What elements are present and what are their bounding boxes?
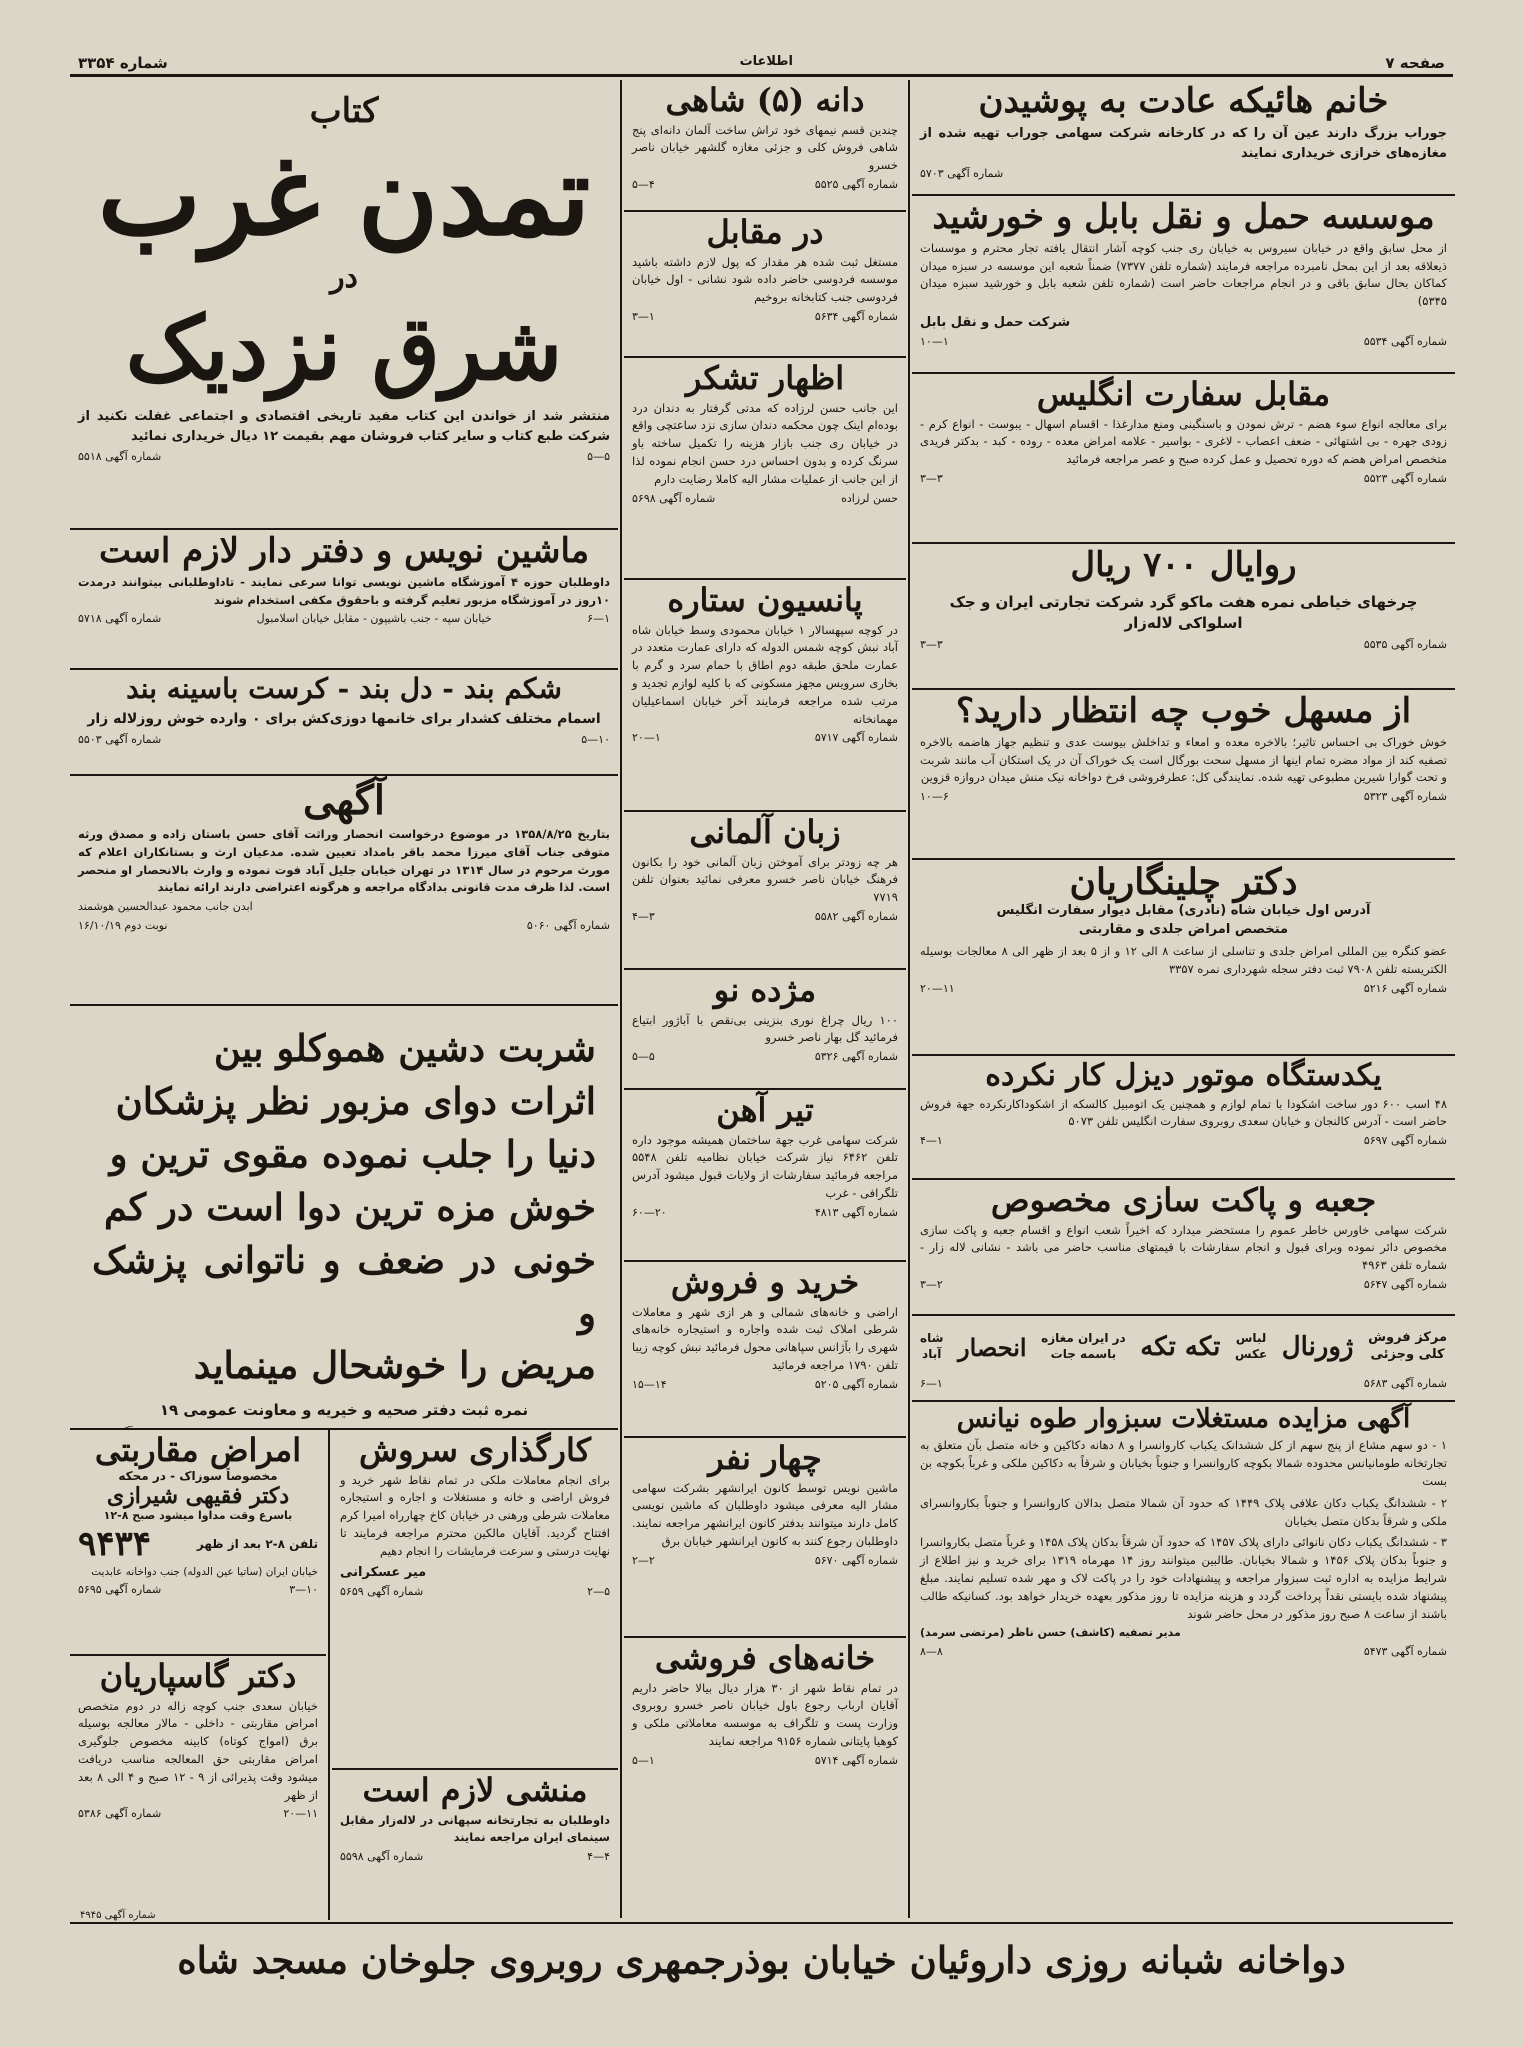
ad-title: یکدستگاه موتور دیزل کار نکرده [985, 1058, 1382, 1093]
ad-number: شماره آگهی ۵۳۲۳ [1363, 790, 1447, 804]
journal-abad: آباد [922, 1347, 942, 1361]
ad-body: اسمام مختلف کشدار برای خانمها دوزی‌کش برای ۰ وارده خوش روزلاله زار [87, 711, 601, 728]
book-title: تمدن غرب [97, 130, 591, 260]
ad-code: ۱—۴ [920, 1134, 943, 1148]
ad-title: آگهی مزایده مستغلات سبزوار طوه نیانس [956, 1404, 1411, 1434]
ad-body: خوش خوراک بی احساس تاثیر؛ بالاخره معده و امعاء و تداخلش بیوست عدی و تنظیم جهاز هاضمه بالاخره تصفیه کند از مواد مضره تمام اینها از مسهل سحت بورگال است یک خوراک آن در یک استکان آب مانند شربت و تحت گوارا شیرین مطبوعی تهیه شده. نمایندگی کل: عطرفروشی فرخ دواخانه نیک منش میدان دروازه قزوین [920, 734, 1447, 785]
ad-secretary [332, 1770, 618, 1920]
ad-code: ۱۱—۲۰ [920, 982, 955, 996]
ad-code: ۴—۵ [632, 178, 655, 192]
ad-body: عضو کنگره بین المللی امراض جلدی و تناسلی از ساعت ۸ الی ۱۲ و از ۵ بعد از ظهر الی ۸ معالجات بوسیله الکتریسته تلفن ۷۹۰۸ ثبت دفتر سجله شهرداری نمره ۳۳۵۷ [920, 944, 1447, 977]
ad-number: شماره آگهی ۵۶۹۷ [1363, 1134, 1447, 1148]
ad-number: شماره آگهی ۵۳۲۶ [814, 1050, 898, 1064]
ad-body: این جانب حسن لرزاده که مدتی گرفتار به دندان درد بوده‌ام اینک چون محکمه دندان سازی نزد ساعتچی واقع در خیابان ری جنب بازار هزینه را تکمیل ساخته باو سرنگ کرده و بدون احساس درد حسن انجام نموده لذا از این جانب از عملیات مشار الیه کاملا رضایت دارم [632, 400, 898, 486]
journal-shah: شاه [920, 1331, 944, 1346]
ad-code: ۳—۳ [920, 638, 943, 652]
ad-five-shahi [624, 80, 906, 212]
ad-number: شماره آگهی ۵۷۱۴ [814, 1753, 898, 1767]
ad-body: ۱۰۰ ریال چراغ نوری بنزینی بی‌نقص با آباژور ابتیاع فرمائید گل بهار ناصر خسرو [632, 1012, 898, 1045]
ad-body: برای انجام معاملات ملکی در تمام نقاط شهر خرید و فروش اراضی و خانه و مستغلات و اجاره و استیجاره معاملات شرطی ورهنی در خیابان کاخ چهارراه امیرا کرم افتتاح گردید. آقایان مالکین محترم مراجعه فرمایند تا نهایت درستی و سرعت فرمایشات را انجام دهیم [340, 1472, 610, 1558]
ad-transport [912, 196, 1455, 374]
ad-packaging [912, 1180, 1455, 1316]
ad-number: شماره آگهی ۵۵۰۳ [78, 732, 162, 746]
book-subtitle: شرق نزدیک [125, 296, 563, 401]
ad-number: شماره آگهی ۵۴۷۳ [1363, 1644, 1447, 1658]
ad-number: شماره آگهی ۵۷۰۳ [920, 166, 1004, 180]
ad-number: شماره آگهی ۵۶۸۳ [1363, 1377, 1447, 1390]
ad-number: شماره آگهی ۵۶۹۸ [632, 491, 716, 505]
ad-number: شماره آگهی ۵۰۶۰ [526, 918, 610, 932]
footer-rule [70, 1922, 1453, 1924]
ad-doctor: دکتر فقیهی شیرازی [106, 1482, 290, 1509]
ad-signature: میر عسکرانی [340, 1564, 427, 1580]
ad-date: نوبت دوم ۱۶/۱۰/۱۹ [78, 918, 168, 932]
ad-title: روایال ۷۰۰ ریال [1070, 545, 1297, 585]
ad-number: شماره آگهی ۵۶۹۵ [78, 1583, 162, 1597]
ad-body: بتاریخ ۱۳۵۸/۸/۲۵ در موضوع درخواست انحصار وراثت آقای حسن باستان زاده و مصدق ورثه متوفی جناب آقای میرزا محمد باقر بامداد تعیین شده. مدعیان ارث و بستانکاران اعلام که مورث مرحوم در سال ۱۳۱۴ در تهران خیابان جلیل آباد فوت نموده و وارث بالانحصار او منحصر است. لذا ظرف مدت قانونی بدادگاه مراجعه و هرگونه اعتراضی دارند ارائه نمایند [78, 827, 611, 895]
ad-body: در تمام نقاط شهر از ۳۰ هزار دیال بیالا حاضر داریم آقایان ارباب رجوع باول خیابان ناصر خسرو روبروی وزارت پست و تلگراف به موسسه معاملاتی ملکی و کوهیا پایتانی شماره ۹۱۵۶ مراجعه نمایند [632, 1680, 898, 1749]
ad-title: مژده نو [713, 971, 817, 1009]
ad-address: خیابان ایران (ساتیا عین الدوله) جنب دواخانه عابدیت [91, 1566, 318, 1579]
ad-body: چرخهای خیاطی نمره هفت ماکو گرد شرکت تجارتی ایران و جک اسلواکی لاله‌زار [949, 592, 1418, 633]
ad-houses-for-sale [624, 1638, 906, 1920]
ad-body: شرکت سهامی خاورس خاطر عموم را مستحضر میدارد که اخیراً شعب انواع و اقسام جعبه و پاکت سازی مخصوص دائر نموده وبرای قبول و انجام سفارشات با قیمتهای مناسب حاضر می باشد - نشانی لاله زار - شماره تلفن ۴۹۶۳ [920, 1222, 1447, 1273]
ad-code: ۱۰—۳ [289, 1583, 318, 1597]
ad-diesel [912, 1056, 1455, 1180]
ad-laxative [912, 690, 1455, 860]
auction-item-1: ۱ - دو سهم مشاع از پنج سهم از کل ششدانک یکباب کاروانسرا و ۸ دهانه دکاکین و خانه متصل بآن متعلق به تجارتخانه طومانیانس محدوده شمالا بکوچه کاروانسرا و جنوباً بخیابان و شرقاً به دکاکین ملکی و غرباً بکوچه بن بست [920, 1438, 1447, 1488]
ad-venereal [70, 1430, 326, 1656]
ad-number: شماره آگهی ۵۵۹۸ [340, 1850, 424, 1864]
ad-code: ۲۰—۶۰ [632, 1205, 667, 1219]
ad-title: پانسیون ستاره [667, 581, 863, 619]
ad-telephone: ۹۴۳۴ [78, 1524, 152, 1565]
ad-iron-beams [624, 1090, 906, 1262]
ad-body: جوراب بزرگ دارند عین آن را که در کارخانه شرکت سهامی جوراب تهیه شده از مغازه‌های خرازی خریداری نمایند [920, 125, 1447, 161]
ad-title: جعبه و پاکت سازی مخصوص [990, 1181, 1377, 1219]
ad-number: شماره آگهی ۵۷۱۸ [78, 612, 162, 626]
journal-pieces: تکه تکه [1140, 1332, 1221, 1362]
footer-ad-number: شماره آگهی ۴۹۴۵ [80, 1910, 156, 1921]
book-preposition: در [330, 259, 358, 295]
ad-legal-notice [70, 776, 618, 1006]
ad-body: از محل سابق واقع در خیابان سیروس به خیابان ری جنب کوچه آشار انتقال یافته تجار محترم و موسسات ذیعلاقه بعد از این بمحل نامبرده مراجعه فرمایند (شماره تلفن ۷۳۷۷) ضمناً شعبه این موسسه در سبزه میدان کماکان بحال سابق باقی و در انجام مراجعات حاضر است (شماره تلفن شعبه بابل و خورشید سبزه میدان ۵۳۴۵) [920, 240, 1447, 309]
ad-signature: مدیر تصفیه (کاشف) حسن ناظر (مرتضی سرمد) [920, 1626, 1181, 1640]
ad-syrup [70, 1006, 618, 1430]
ad-number: شماره آگهی ۵۵۳۵ [1363, 638, 1447, 652]
ad-thanks [624, 358, 906, 580]
ad-number: شماره آگهی ۵۶۵۹ [340, 1585, 424, 1599]
ad-title: خانم هائیکه عادت به پوشیدن [978, 81, 1389, 121]
page-number: صفحه ۷ [1385, 54, 1445, 72]
journal-clothes: لباس [1235, 1331, 1267, 1346]
ad-code: ۱—۱۰ [920, 335, 949, 349]
ad-body: منتشر شد از خواندن این کتاب مفید تاریخی اقتصادی و اجتماعی غفلت نکنید از شرکت طبع کتاب و سایر کتاب فروشان مهم بقیمت ۱۲ دیال خریداری نمائید [78, 409, 610, 445]
ad-number: شماره آگهی ۵۲۱۶ [1363, 982, 1447, 996]
syrup-line: مریض را خوشحال مینماید [193, 1343, 596, 1388]
ad-embassy-doctor [912, 374, 1455, 544]
ad-body: داوطلبان به تجارتخانه سپهانی در لاله‌زار مقابل سینمای ایران مراجعه نمایند [340, 1812, 610, 1845]
ad-dr-gasparian [70, 1656, 326, 1920]
ad-four-people [624, 1438, 906, 1638]
ad-code: ۱۱—۲۰ [283, 1807, 318, 1821]
ad-body: چندین قسم نیمهای خود تراش ساخت آلمان دانه‌ای پنج شاهی فروش کلی و جزئی مغازه گلشهر خیابان ناصر خسرو [632, 122, 898, 173]
syrup-registration: نمره ثبت دفتر صحیه و خیریه و معاونت عمومی ۱۹ [159, 1401, 529, 1420]
journal-center-label: مرکز فروش [1368, 1330, 1447, 1346]
ad-body: ماشین نویس توسط کانون ایرانشهر بشرکت سهامی مشار الیه معرفی میشود داوطلبان که ماشین نویسی کامل دارند میتوانند بدفتر کانون ایرانشهر مراجعه نمایند. داوطلبان رجوع کنند به کانون ایرانشهر خیابان برق [632, 1480, 898, 1549]
ad-title: مقابل سفارت انگلیس [1036, 375, 1331, 413]
ad-number: شماره آگهی ۵۵۸۲ [814, 910, 898, 924]
ad-number: شماره آگهی ۵۶۷۰ [814, 1553, 898, 1567]
syrup-line: اثرات دوای مزبور نظر پزشکان [115, 1078, 596, 1123]
ad-number: شماره آگهی ۵۵۲۵ [814, 178, 898, 192]
column-rule [908, 80, 910, 1918]
auction-item-3: ۳ - ششدانگ یکباب دکان نانوائی دارای پلاک ۱۴۵۷ که حدود آن شرقاً بدکان پلاک ۱۴۵۸ و غرباً متصل بکاروانسرا و جنوباً بدکان پلاک ۱۴۵۶ و شمالا بخیابان. طالبین میتوانند روز ۱۴ مهرماه ۱۳۱۹ برای خرید و نیز اطلاع از شرایط مزایده به اداره ثبت سبزوار مراجعه و پیشنهادات خود را در پاکت لاک و مهر شده تسلیم نمایند. مبلغ پیشنهاد شده بایستی نقداً پرداخت گردد و هزینه مزایده تا روز مذکور بعهده خریدار خواهد بود. کسانیکه طالب باشند از ساعت ۸ صبح روز مذکور در محل حاضر شوند [920, 1535, 1448, 1621]
syrup-line: دنیا را جلب نموده مقوی ترین و [109, 1131, 596, 1176]
ad-number: شماره آگهی ۵۶۴۷ [1363, 1278, 1447, 1292]
ad-number: شماره آگهی ۵۷۱۷ [814, 731, 898, 745]
ad-title: منشی لازم است [362, 1771, 588, 1809]
sub-column-rule [328, 1430, 330, 1920]
ad-code: ۵—۵ [587, 450, 610, 464]
ad-auction [912, 1402, 1455, 1920]
journal-word: ژورنال [1281, 1332, 1354, 1362]
ad-code: ۱—۳ [632, 310, 655, 324]
journal-exclusive: انحصار [957, 1332, 1027, 1362]
ad-signature: ابدن جانب محمود عبدالحسین هوشمند [78, 900, 253, 914]
ad-specialty: متخصص امراض جلدی و مقاربتی [1078, 921, 1289, 937]
ad-body: داوطلبان حوزه ۴ آموزشگاه ماشین نویسی توانا سرعی نمایند - تاداوطلبانی بیتوانند درمدت ۱۰روز در آموزشگاه مزبور تعلیم گرفته و باحقوق مکفی استخدام شوند [78, 574, 610, 607]
ad-body: اراضی و خانه‌های شمالی و هر ازی شهر و معاملات شرطی املاک ثبت شده واجاره و استیجاره خانه‌های شهری را بآژانس سپاهانی محول فرمائید نبش کوچه زیبا تلفن ۱۷۹۰ مراجعه فرمائید [632, 1304, 898, 1373]
ad-dr-chelingarian [912, 860, 1455, 1056]
ad-subtitle: مخصوصاً سوزاک - در محکه [118, 1468, 278, 1483]
header-rule [70, 74, 1453, 77]
ad-title: دکتر گاسپاریان [99, 1657, 297, 1695]
ad-code: ۲—۲ [632, 1553, 655, 1567]
ad-title: ماشین نویس و دفتر دار لازم است [98, 531, 590, 571]
ad-code: ۲—۳ [920, 1278, 943, 1292]
journal-photo: عکس [1235, 1347, 1268, 1361]
ad-code: ۱—۲۰ [632, 731, 661, 745]
ad-number: شماره آگهی ۵۶۳۴ [814, 310, 898, 324]
ad-code: ۱—۶ [587, 612, 610, 626]
ad-telephone-note: تلفن ۸-۲ بعد از ظهر [196, 1537, 318, 1552]
ad-title: موسسه حمل و نقل بابل و خورشید [932, 197, 1435, 237]
ad-journal [912, 1316, 1455, 1402]
ad-title: دانه (۵) شاهی [665, 81, 865, 119]
ad-agency-soroush [332, 1430, 618, 1770]
ad-code: ۸—۸ [920, 1644, 943, 1658]
syrup-line: خونی در ضعف و ناتوانی پزشک و [92, 1237, 596, 1335]
ad-signature: شرکت حمل و نقل بابل [920, 314, 1071, 330]
ad-code: ۱۰—۵ [581, 732, 610, 746]
ad-address: خیابان سپه - جنب باشیپون - مقابل خیابان اسلامبول [256, 612, 492, 626]
ad-loan [624, 212, 906, 358]
ad-code: ۶—۱۰ [920, 790, 949, 804]
ad-body: هر چه زودتر برای آموختن زبان آلمانی خود را بکانون فرهنگ خیابان ناصر خسرو معرفی نمائید بعنوان تلفن ۷۷۱۹ [632, 854, 898, 905]
ad-title: زبان آلمانی [689, 813, 841, 851]
column-rule [620, 80, 622, 1918]
ad-good-news [624, 970, 906, 1090]
ad-title: کارگذاری سروش [359, 1431, 591, 1469]
ad-title: تیر آهن [716, 1091, 814, 1129]
syrup-line: شربت دشین هموکلو بین [213, 1026, 596, 1070]
ad-number: شماره آگهی ۵۵۳۴ [1363, 335, 1447, 349]
ad-code: ۱—۵ [632, 1753, 655, 1767]
newspaper-name: اطلاعات [739, 54, 793, 69]
ad-title: امراض مقاربتی [94, 1431, 302, 1469]
ad-sewing [912, 544, 1455, 690]
ad-code: ۴—۴ [587, 1850, 610, 1864]
ad-body: در کوچه سپهسالار ۱ خیابان محمودی وسط خیابان شاه آباد نبش کوچه شمس الدوله که دارای عمارت متعدد در عمارت ملحق طبقه دوم اطاق با حمام سرد و گرم با بخاری سرویس مجهز مسکونی که با کلیه لوازم تجدید و مرتب شده مراجعه فرمایند آخر خیابان اسماعیلیان مهمانخانه [632, 622, 898, 726]
ad-title: خانه‌های فروشی [654, 1639, 876, 1677]
ad-title: از مسهل خوب چه انتظار دارید؟ [955, 691, 1412, 731]
ad-number: شماره آگهی ۵۵۲۳ [1363, 472, 1447, 486]
auction-item-2: ۲ - ششدانگ یکباب دکان علافی پلاک ۱۴۴۹ که حدود آن شمالا متصل بدالان کاروانسرا و جنوباً بکاروانسرای ملکی و شرقاً بدکان متصل بخیابان [920, 1495, 1448, 1528]
ad-body: خیابان سعدی جنب کوچه زاله در دوم متخصص امراض مقاربتی - داخلی - مالار معالجه بوسیله برق (امواج کوتاه) کابینه مخصوص جلوگیری امراض مقاربتی حق المعالجه مناسب دریافت میشود وقت پذیرائی از ۹ - ۱۲ صبح و ۴ الی ۸ بعد از ظهر [78, 1698, 318, 1802]
ad-title: در مقابل [706, 213, 824, 251]
ad-stockings [912, 80, 1455, 196]
ad-body: مستغل ثبت شده هر مقدار که پول لازم داشته باشید موسسه فردوسی حاضر داده شود نشانی - اول خیابان فردوسی جنب کتابخانه بروخیم [632, 254, 898, 305]
left-bottom-region [70, 1430, 618, 1920]
ad-pension-setareh [624, 580, 906, 812]
ad-address: آدرس اول خیابان شاه (نادری) مقابل دیوار سفارت انگلیس [996, 902, 1371, 918]
issue-number: شماره ۳۳۵۴ [78, 54, 168, 72]
ad-title: چهار نفر [708, 1439, 822, 1477]
page-header [70, 52, 1453, 74]
ad-code: ۵—۵ [632, 1050, 655, 1064]
ad-number: شماره آگهی ۴۸۱۳ [814, 1205, 898, 1219]
ad-title: شکم بند - دل بند - کرست باسینه بند [126, 672, 562, 705]
ad-title: دکتر چلینگاریان [1069, 861, 1298, 903]
journal-wholesale-label: کلی وجزئی [1370, 1347, 1445, 1362]
ad-hours: باسرع وقت مداوا میشود صبح ۸-۱۲ [103, 1509, 293, 1523]
ad-body: برای معالجه انواع سوء هضم - ترش نمودن و باسنگینی ومنع مدارغذا - اقسام اسهال - یبوست - انواع کرم - زودی جهره - بی اشتهائی - ضعف اعصاب - لاغری - بواسیر - علامه امراض معده - روده - کبد - بدکتر فریدی متخصص امراض هضم که دوره تحصیل و عمل کرده صبح و عصر مراجعه فرمائید [920, 416, 1447, 467]
ad-corsets [70, 670, 618, 776]
journal-shop: در ایران مغازه [1041, 1331, 1126, 1346]
ad-title: آگهی [303, 777, 385, 824]
ad-body: ۴۸ اسب ۶۰۰ دور ساخت اشکودا با تمام لوازم و همچنین یک اتومبیل کالسکه از اشکوداکارنکرده جهة فروش حاضر است - آدرس کالنجان و خیابان سعدی روبروی سفارت انگلیس تلفن ۵۰۷۳ [920, 1096, 1447, 1129]
ad-title: خرید و فروش [670, 1263, 860, 1301]
ad-code: ۳—۴ [632, 910, 655, 924]
journal-print: باسمه جات [1050, 1347, 1117, 1361]
ad-buy-sell [624, 1262, 906, 1438]
ad-number: شماره آگهی ۵۳۸۶ [78, 1807, 162, 1821]
ad-code: ۱۴—۱۵ [632, 1377, 667, 1391]
ad-body: شرکت سهامی غرب جهة ساختمان همیشه موجود داره تلفن ۶۴۶۲ نیاز شرکت خیابان نظامیه تلفن ۵۵۴۸ مراجعه فرمائید سفارشات از ولایات قبول میشود آدرس تلگرافی - غرب [632, 1132, 898, 1201]
ad-number: شماره آگهی ۵۲۰۵ [814, 1377, 898, 1391]
syrup-line: خوش مزه ترین دوا است در کم [103, 1184, 596, 1229]
ad-book [70, 80, 618, 530]
ad-number: شماره آگهی ۵۵۱۸ [78, 450, 162, 464]
ad-code: ۳—۳ [920, 472, 943, 486]
ad-signature: حسن لرزاده [841, 491, 898, 505]
ad-code: ۵—۲ [587, 1585, 610, 1599]
book-label: کتاب [309, 91, 379, 131]
footer-banner: دواخانه شبانه روزی داروئیان خیابان بوذرجمهری روبروی جلوخان مسجد شاه [177, 1938, 1346, 1982]
ad-typist [70, 530, 618, 670]
ad-code: ۱—۶ [920, 1377, 943, 1390]
ad-title: اظهار تشکر [685, 359, 845, 397]
ad-german [624, 812, 906, 970]
